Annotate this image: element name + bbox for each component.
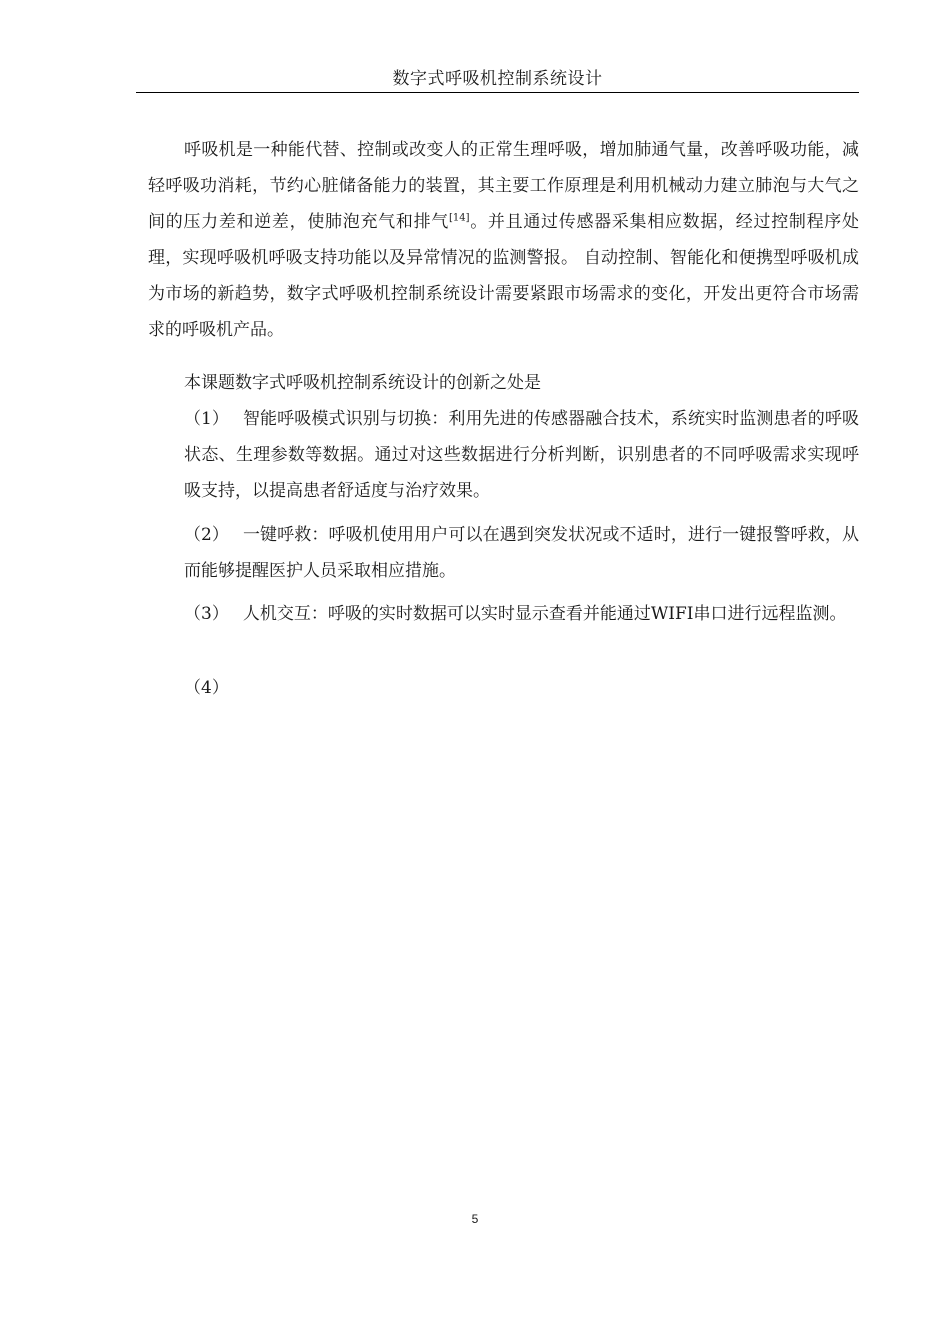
page-number: 5: [471, 1212, 479, 1226]
citation-reference[interactable]: [14]: [448, 212, 470, 224]
intro-text-1: 呼吸机是一种能代替、控制或改变人的正常生理呼吸，增加肺通气量，改善呼吸功能，减轻呼吸功消耗，节约心脏储备能力的装置，其主要工作原理是利用机械动力建立肺泡与大气之间的压力差和逆差，使肺泡充气和排气: [148, 140, 859, 232]
item-number: （2）: [184, 525, 229, 545]
innovation-item-1: [184, 401, 859, 509]
intro-paragraph: [148, 132, 859, 348]
item-number: （4）: [184, 678, 229, 698]
item-text: 人机交互：呼吸的实时数据可以实时显示查看并能通过WIFI串口进行远程监测。: [242, 604, 847, 624]
innovation-lead: 本课题数字式呼吸机控制系统设计的创新之处是: [184, 373, 541, 393]
innovation-item-3: [184, 596, 859, 632]
item-text: 智能呼吸模式识别与切换：利用先进的传感器融合技术，系统实时监测患者的呼吸状态、生理参数等数据。通过对这些数据进行分析判断，识别患者的不同呼吸需求实现呼吸支持，以提高患者舒适度与治疗效果。: [184, 409, 859, 501]
item-text: 一键呼救：呼吸机使用用户可以在遇到突发状况或不适时，进行一键报警呼救，从而能够提醒医护人员采取相应措施。: [184, 525, 859, 581]
innovation-item-4: [184, 670, 859, 706]
item-number: （1）: [184, 409, 229, 429]
item-number: （3）: [184, 604, 229, 624]
innovation-item-2: [184, 517, 859, 589]
intro-text-2: 。并且通过传感器采集相应数据，经过控制程序处理，实现呼吸机呼吸支持功能以及异常情况的监测警报。 自动控制、智能化和便携型呼吸机成为市场的新趋势，数字式呼吸机控制系统设计需要紧跟市场需求的变化，开发出更符合市场需求的呼吸机产品。: [148, 212, 860, 340]
header-rule: [136, 92, 859, 93]
page-header-title: 数字式呼吸机控制系统设计: [392, 69, 603, 89]
